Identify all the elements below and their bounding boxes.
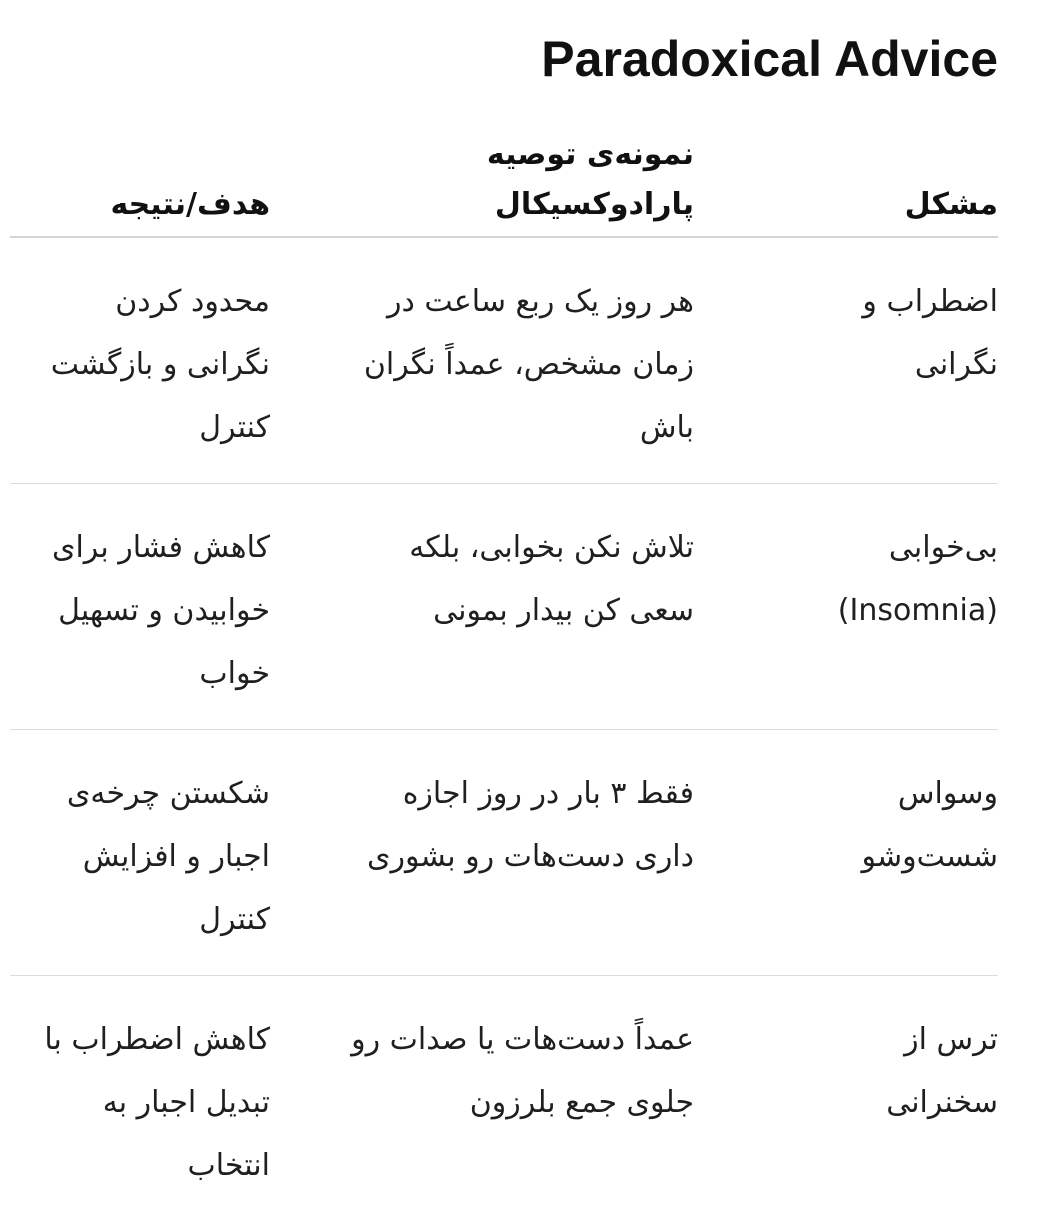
table-row	[10, 484, 998, 730]
column-header-advice	[270, 130, 694, 252]
advice-cell: هر روز یک ربع ساعت در زمان مشخص، عمداً نگران باش	[363, 284, 694, 445]
page-title: Paradoxical Advice	[541, 31, 998, 87]
goal-cell: کاهش اضطراب با تبدیل اجبار به انتخاب	[44, 1022, 270, 1183]
advice-cell: عمداً دست‌هات یا صدات رو جلوی جمع بلرزون	[351, 1022, 694, 1120]
advice-table	[10, 130, 998, 1221]
advice-cell: تلاش نکن بخوابی، بلکه سعی کن بیدار بمونی	[409, 530, 694, 628]
table-row	[10, 730, 998, 976]
problem-cell: اضطراب و نگرانی	[862, 284, 998, 382]
table-header	[10, 130, 998, 238]
table-row	[10, 238, 998, 484]
advice-cell: فقط ۳ بار در روز اجازه داری دست‌هات رو بشوری	[367, 776, 694, 874]
problem-cell: وسواس شست‌وشو	[861, 776, 998, 874]
column-header-problem: مشکل	[904, 187, 998, 222]
goal-cell: شکستن چرخه‌ی اجبار و افزایش کنترل	[66, 776, 270, 937]
goal-cell: کاهش فشار برای خوابیدن و تسهیل خواب	[51, 530, 270, 691]
column-header-goal: هدف/نتیجه	[110, 187, 270, 222]
goal-cell: محدود کردن نگرانی و بازگشت کنترل	[50, 284, 270, 445]
column-header-advice-label: نمونه‌ی توصیه پارادوکسیکال	[486, 137, 694, 222]
table-row	[10, 976, 998, 1221]
problem-cell: ترس از سخنرانی	[886, 1022, 998, 1120]
problem-cell: بی‌خوابی (Insomnia)	[837, 530, 998, 628]
